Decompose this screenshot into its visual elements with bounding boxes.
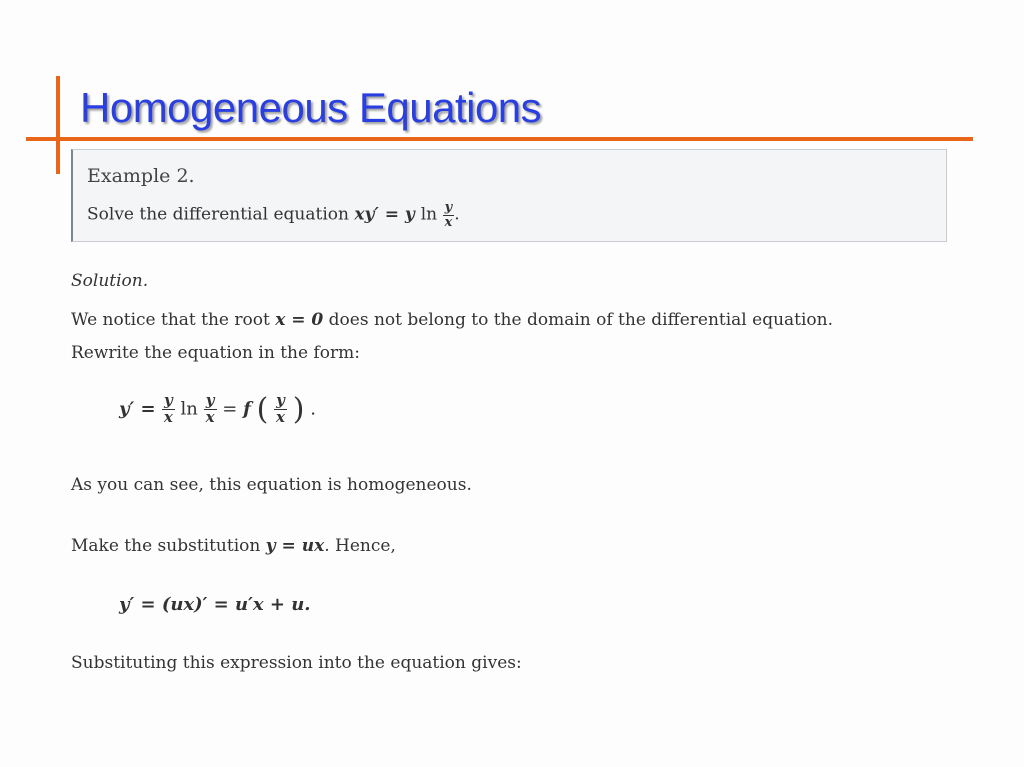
accent-vertical-line [56, 76, 60, 174]
line1-math: x = 0 [275, 310, 324, 330]
fraction-denominator: x [276, 408, 285, 426]
eq1-left-paren: ( [256, 392, 269, 427]
solution-line-2: Rewrite the equation in the form: [71, 343, 360, 363]
solution-line-5: Substituting this expression into the equation gives: [71, 653, 522, 673]
fraction-denominator: x [163, 408, 173, 426]
eq1-fraction-1 [162, 393, 175, 426]
solution-line-4 [71, 536, 396, 556]
eq1-fraction-2 [204, 393, 217, 426]
fraction-denominator: x [205, 408, 215, 426]
line1-text-b: does not belong to the domain of the differential equation. [323, 310, 834, 330]
example-heading: Example 2. [87, 165, 195, 187]
line4-math: y = ux [265, 536, 325, 556]
problem-period: . [454, 204, 460, 225]
example-problem [87, 201, 460, 229]
example-box [71, 149, 947, 242]
eq1-ln: ln [180, 398, 198, 420]
fraction-denominator: x [444, 214, 453, 230]
accent-horizontal-line [26, 137, 973, 141]
fraction-numerator: y [274, 393, 287, 410]
eq1-right-paren: ) [292, 392, 305, 427]
eq1-equals: = [222, 398, 244, 420]
solution-line-3: As you can see, this equation is homogeneous. [71, 475, 472, 495]
line4-text-a: Make the substitution [71, 536, 266, 556]
equation-1 [119, 392, 316, 427]
problem-text: Solve the differential equation [87, 204, 355, 225]
fraction-numerator: y [204, 393, 217, 410]
fraction-numerator: y [443, 201, 455, 216]
solution-label: Solution. [71, 271, 149, 291]
equation-2: y′ = (ux)′ = u′x + u. [119, 594, 311, 615]
fraction-numerator: y [162, 393, 175, 410]
line1-text-a: We notice that the root [71, 310, 276, 330]
eq1-lhs: y′ = [119, 398, 162, 420]
problem-ln: ln [420, 204, 438, 225]
eq1-period: . [310, 398, 316, 420]
problem-fraction [443, 201, 455, 229]
eq1-fraction-3 [274, 393, 287, 426]
problem-equation-lhs: xy′ = y [354, 204, 421, 225]
line4-text-b: . Hence, [324, 536, 396, 556]
solution-line-1 [71, 310, 833, 330]
slide-title: Homogeneous Equations [80, 84, 542, 131]
eq1-function-f: f [243, 398, 251, 420]
